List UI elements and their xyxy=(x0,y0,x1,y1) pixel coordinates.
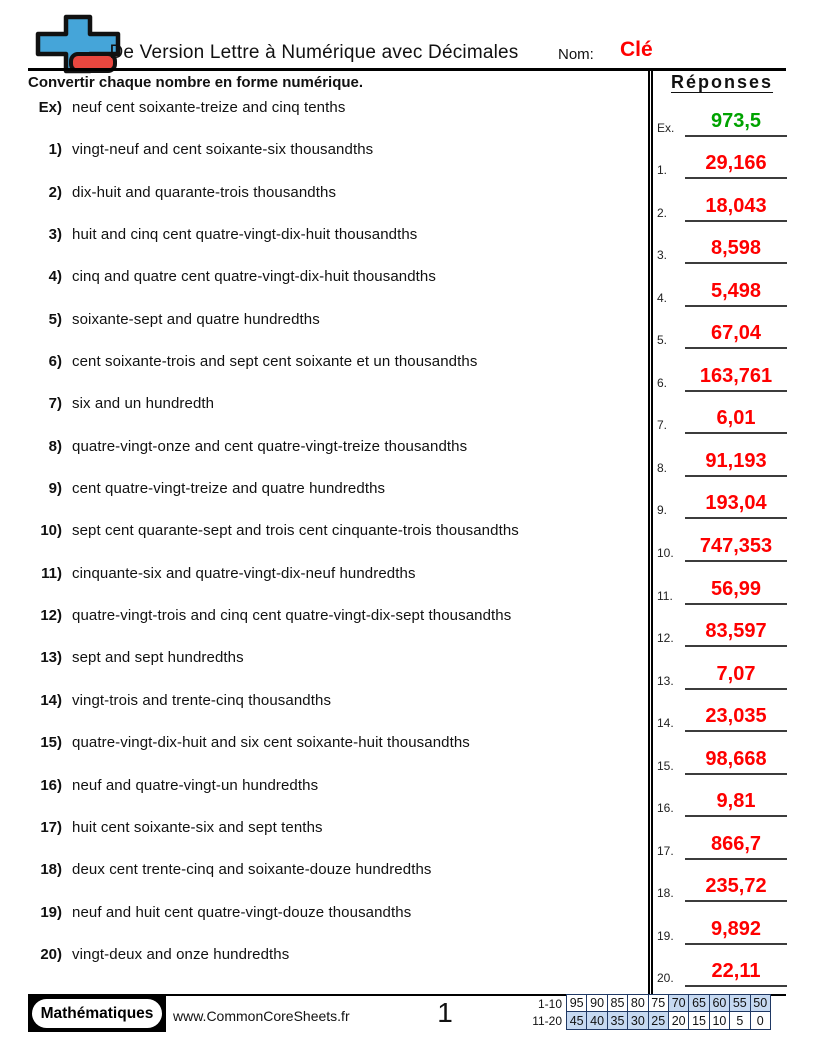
question-row xyxy=(28,311,642,353)
question-row xyxy=(28,99,642,141)
answer-row xyxy=(657,519,787,562)
question-text: huit and cinq cent quatre-vingt-dix-huit thousandths xyxy=(72,226,418,244)
question-number: 3) xyxy=(48,226,62,244)
question-text: vingt-deux and onze hundredths xyxy=(72,945,290,963)
question-number: 11) xyxy=(41,564,62,582)
answer-value: 193,04 xyxy=(685,493,787,519)
grade-cell: 55 xyxy=(730,995,750,1012)
question-row xyxy=(28,353,642,395)
question-text: dix-huit and quarante-trois thousandths xyxy=(72,183,337,201)
answer-value: 9,81 xyxy=(685,791,787,817)
answer-label: 13. xyxy=(657,673,674,688)
question-text: cent quatre-vingt-treize and quatre hundredths xyxy=(72,480,386,498)
question-text: deux cent trente-cinq and soixante-douze hundredths xyxy=(72,861,432,879)
answer-value: 6,01 xyxy=(685,408,787,434)
grade-cell: 95 xyxy=(567,995,587,1012)
answer-row xyxy=(657,647,787,690)
answer-value: 235,72 xyxy=(685,876,787,902)
grade-cell: 30 xyxy=(628,1012,648,1029)
grade-row-label-2: 11-20 xyxy=(532,1014,562,1028)
answer-row xyxy=(657,307,787,350)
question-text: soixante-sept and quatre hundredths xyxy=(72,310,320,328)
grade-cell: 45 xyxy=(567,1012,587,1029)
grade-cell: 65 xyxy=(689,995,709,1012)
question-number: 20) xyxy=(40,945,62,963)
answer-label: 14. xyxy=(657,716,674,731)
brand-logo xyxy=(28,995,166,1032)
page-number: 1 xyxy=(437,997,453,1028)
question-row xyxy=(28,226,642,268)
answer-value: 22,11 xyxy=(685,961,787,987)
grade-cell: 75 xyxy=(649,995,669,1012)
answer-row xyxy=(657,264,787,307)
answer-label: 1. xyxy=(657,163,668,178)
answer-value: 163,761 xyxy=(685,366,787,392)
question-number: 6) xyxy=(48,353,62,371)
question-number: 4) xyxy=(48,268,62,286)
name-value-key: Clé xyxy=(620,38,653,61)
answer-row xyxy=(657,732,787,775)
answer-row xyxy=(657,179,787,222)
grade-row-label-1: 1-10 xyxy=(537,997,562,1011)
answer-label: 4. xyxy=(657,290,668,305)
question-row xyxy=(28,819,642,861)
answer-row xyxy=(657,477,787,520)
question-row xyxy=(28,734,642,776)
answer-row xyxy=(657,605,787,648)
grade-cell: 50 xyxy=(751,995,771,1012)
question-number: 12) xyxy=(40,607,62,625)
question-text: sept and sept hundredths xyxy=(72,649,244,667)
answers-divider xyxy=(648,70,653,995)
question-number: 19) xyxy=(40,903,62,921)
answer-label: 6. xyxy=(657,375,668,390)
answer-value: 23,035 xyxy=(685,706,787,732)
question-number: 10) xyxy=(40,522,62,540)
grade-cell: 80 xyxy=(628,995,648,1012)
answer-label: Ex. xyxy=(657,120,675,135)
answer-value: 29,166 xyxy=(685,153,787,179)
answer-label: 19. xyxy=(657,928,674,943)
questions-column xyxy=(28,99,642,988)
answer-value: 67,04 xyxy=(685,323,787,349)
answer-label: 15. xyxy=(657,758,674,773)
question-number: 15) xyxy=(40,734,62,752)
question-row xyxy=(28,395,642,437)
question-row xyxy=(28,861,642,903)
question-number: 13) xyxy=(40,649,62,667)
question-text: sept cent quarante-sept and trois cent cinquante-trois thousandths xyxy=(72,522,519,540)
grade-cell: 40 xyxy=(587,1012,607,1029)
question-number: 2) xyxy=(48,183,62,201)
question-number: 5) xyxy=(48,310,62,328)
answer-label: 11. xyxy=(657,588,673,603)
answer-row xyxy=(657,392,787,435)
answer-label: 7. xyxy=(657,418,668,433)
answer-row xyxy=(657,137,787,180)
question-number: 14) xyxy=(40,691,62,709)
grade-cell: 90 xyxy=(587,995,607,1012)
answer-label: 16. xyxy=(657,801,674,816)
answers-header: Réponses xyxy=(670,72,774,92)
question-row xyxy=(28,438,642,480)
question-number: 7) xyxy=(48,395,62,413)
answer-value: 56,99 xyxy=(685,579,787,605)
answer-row xyxy=(657,945,787,988)
grade-cell: 5 xyxy=(730,1012,750,1029)
answer-row xyxy=(657,94,787,137)
answer-value: 83,597 xyxy=(685,621,787,647)
answer-row xyxy=(657,349,787,392)
answer-row xyxy=(657,690,787,733)
name-label: Nom: xyxy=(558,46,594,63)
grade-cell: 85 xyxy=(608,995,628,1012)
question-text: cinq and quatre cent quatre-vingt-dix-huit thousandths xyxy=(72,268,436,286)
grade-cell: 70 xyxy=(669,995,689,1012)
question-number: 16) xyxy=(40,776,62,794)
answer-label: 18. xyxy=(657,886,674,901)
question-number: Ex) xyxy=(38,99,62,116)
question-row xyxy=(28,946,642,988)
question-text: quatre-vingt-onze and cent quatre-vingt-treize thousandths xyxy=(72,437,468,455)
answer-label: 10. xyxy=(657,546,674,561)
question-number: 8) xyxy=(48,437,62,455)
answer-value: 973,5 xyxy=(685,111,787,137)
answer-value: 9,892 xyxy=(685,919,787,945)
answer-value: 98,668 xyxy=(685,749,787,775)
answer-label: 17. xyxy=(657,843,674,858)
question-row xyxy=(28,141,642,183)
question-row xyxy=(28,184,642,226)
answer-value: 8,598 xyxy=(685,238,787,264)
question-row xyxy=(28,649,642,691)
question-number: 17) xyxy=(40,818,62,836)
grade-cell: 35 xyxy=(608,1012,628,1029)
question-row xyxy=(28,607,642,649)
question-text: neuf cent soixante-treize and cinq tenths xyxy=(72,99,346,116)
question-number: 9) xyxy=(48,480,62,498)
answer-row xyxy=(657,817,787,860)
grade-cell: 15 xyxy=(689,1012,709,1029)
instruction-text: Convertir chaque nombre en forme numérique. xyxy=(28,74,364,91)
question-row xyxy=(28,904,642,946)
answer-label: 3. xyxy=(657,248,668,263)
answer-row xyxy=(657,434,787,477)
question-row xyxy=(28,565,642,607)
brand-name: Mathématiques xyxy=(32,999,162,1028)
question-number: 1) xyxy=(48,141,62,159)
question-text: quatre-vingt-trois and cinq cent quatre-vingt-dix-sept thousandths xyxy=(72,607,512,625)
question-text: cent soixante-trois and sept cent soixante et un thousandths xyxy=(72,353,478,371)
answer-value: 5,498 xyxy=(685,281,787,307)
answer-value: 18,043 xyxy=(685,196,787,222)
answer-label: 5. xyxy=(657,333,668,348)
question-row xyxy=(28,692,642,734)
grade-cell: 10 xyxy=(710,1012,730,1029)
answer-row xyxy=(657,562,787,605)
answer-row xyxy=(657,860,787,903)
answer-value: 7,07 xyxy=(685,664,787,690)
answer-label: 9. xyxy=(657,503,668,518)
question-text: neuf and quatre-vingt-un hundredths xyxy=(72,776,319,794)
answer-row xyxy=(657,222,787,265)
answer-label: 8. xyxy=(657,460,668,475)
answer-label: 20. xyxy=(657,971,674,986)
grading-table xyxy=(566,994,771,1030)
answer-label: 2. xyxy=(657,205,668,220)
question-text: six and un hundredth xyxy=(72,395,215,413)
answers-column xyxy=(657,94,787,987)
question-text: huit cent soixante-six and sept tenths xyxy=(72,818,323,836)
question-text: vingt-neuf and cent soixante-six thousandths xyxy=(72,141,374,159)
grade-cell: 20 xyxy=(669,1012,689,1029)
question-text: neuf and huit cent quatre-vingt-douze thousandths xyxy=(72,903,412,921)
answer-value: 866,7 xyxy=(685,834,787,860)
question-row xyxy=(28,777,642,819)
answer-row xyxy=(657,775,787,818)
header-divider xyxy=(28,68,786,71)
answer-value: 91,193 xyxy=(685,451,787,477)
grade-cell: 25 xyxy=(649,1012,669,1029)
grade-cell: 60 xyxy=(710,995,730,1012)
question-text: quatre-vingt-dix-huit and six cent soixante-huit thousandths xyxy=(72,734,470,752)
answer-row xyxy=(657,902,787,945)
page-title: De Version Lettre à Numérique avec Décimales xyxy=(109,42,519,63)
grade-cell: 0 xyxy=(751,1012,771,1029)
question-row xyxy=(28,522,642,564)
answer-value: 747,353 xyxy=(685,536,787,562)
question-text: cinquante-six and quatre-vingt-dix-neuf hundredths xyxy=(72,564,416,582)
question-row xyxy=(28,268,642,310)
question-text: vingt-trois and trente-cinq thousandths xyxy=(72,691,332,709)
question-number: 18) xyxy=(40,861,62,879)
answer-label: 12. xyxy=(657,631,674,646)
question-row xyxy=(28,480,642,522)
website-url: www.CommonCoreSheets.fr xyxy=(173,1008,350,1024)
